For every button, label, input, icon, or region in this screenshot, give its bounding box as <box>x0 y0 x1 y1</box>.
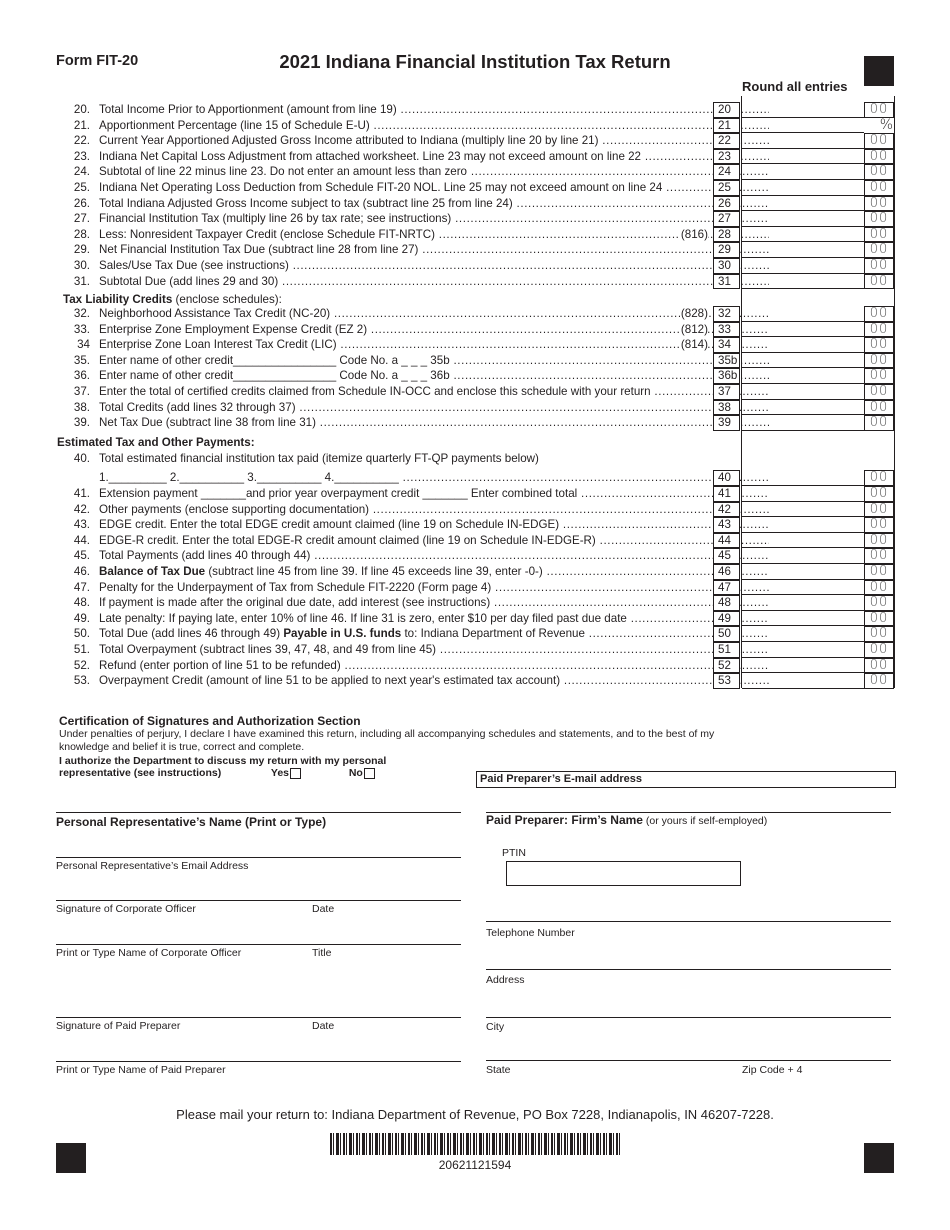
line-description <box>99 306 769 322</box>
line-box-number: 23 <box>713 149 740 165</box>
officer-title-label: Title <box>312 947 332 959</box>
line-box-number: 24 <box>713 164 740 180</box>
authorization-question <box>59 755 386 779</box>
line-description-text: Total Overpayment (subtract lines 39, 47, 48, and 49 from line 45) <box>99 643 437 656</box>
line-number: 50. <box>73 627 90 641</box>
cents-field[interactable]: 00 <box>864 470 894 486</box>
line-box-number: 41 <box>713 486 740 502</box>
rep-email-label: Personal Representative’s Email Address <box>56 860 249 872</box>
line-description <box>99 258 769 274</box>
phone-label: Telephone Number <box>486 927 575 939</box>
line-box-number: 40 <box>713 470 740 486</box>
line-description-text: Other payments (enclose supporting documentation) <box>99 502 370 516</box>
line-box-number: 31 <box>713 274 740 290</box>
officer-signature-label: Signature of Corporate Officer <box>56 903 196 915</box>
line-number: 27. <box>73 212 90 226</box>
amount-input[interactable] <box>742 133 864 149</box>
amount-input[interactable] <box>742 102 864 118</box>
line-description-text: Apportionment Percentage (line 15 of Schedule E-U) <box>99 118 370 132</box>
line-description-text: Extension payment _______and prior year overpayment credit _______ Enter combined total <box>99 487 578 500</box>
line-description <box>99 118 769 134</box>
cents-field[interactable]: 00 <box>864 274 894 290</box>
line-number: 35. <box>73 353 90 367</box>
line-number: 28. <box>73 227 90 241</box>
officer-name-line[interactable] <box>56 944 461 945</box>
amount-input[interactable] <box>742 580 864 596</box>
line-description <box>99 642 769 658</box>
cents-field[interactable]: 00 <box>864 164 894 180</box>
amount-input[interactable] <box>742 486 864 502</box>
city-label: City <box>486 1021 505 1033</box>
line-description-text: Enter the total of certified credits claimed from Schedule IN-OCC and enclose this schedule with your return <box>99 385 651 398</box>
line-description-text: Total Income Prior to Apportionment (amount from line 19) <box>99 103 397 116</box>
amount-input[interactable] <box>742 306 864 322</box>
line-box-number: 33 <box>713 322 740 338</box>
line-description <box>99 548 769 564</box>
line-description <box>99 353 769 369</box>
preparer-email-field[interactable]: Paid Preparer’s E-mail address <box>476 771 896 788</box>
authorization-line-2: representative (see instructions) <box>59 767 222 779</box>
cents-field[interactable]: 00 <box>864 642 894 658</box>
section-rest: (enclose schedules): <box>172 293 282 306</box>
section-bold: Tax Liability Credits <box>63 293 173 306</box>
line-description <box>99 611 769 627</box>
cents-field[interactable]: 00 <box>864 486 894 502</box>
cents-field[interactable]: 00 <box>864 626 894 642</box>
line-description-bold: Balance of Tax Due <box>99 565 206 578</box>
line-number: 38. <box>73 400 90 414</box>
credit-code: (812) <box>680 322 708 336</box>
state-zip-line[interactable] <box>486 1060 891 1061</box>
line-description-text: Indiana Net Capital Loss Adjustment from attached worksheet. Line 23 may not exceed amount on line 22 <box>99 149 642 163</box>
firm-name-label <box>486 813 767 827</box>
amount-input[interactable] <box>742 211 864 227</box>
preparer-name-line[interactable] <box>56 1061 461 1062</box>
amount-input[interactable] <box>742 611 864 627</box>
amount-input[interactable] <box>742 164 864 180</box>
amount-input[interactable] <box>742 337 864 353</box>
address-label: Address <box>486 974 525 986</box>
cents-field[interactable]: 00 <box>864 337 894 353</box>
line-description <box>99 517 769 533</box>
line-box-number: 45 <box>713 548 740 564</box>
barcode-number: 20621121594 <box>438 1158 512 1172</box>
cents-field[interactable]: 00 <box>864 517 894 533</box>
line-description <box>99 149 769 165</box>
line-box-number: 46 <box>713 564 740 580</box>
line-description-text: Net Financial Institution Tax Due (subtract line 28 from line 27) <box>99 243 419 257</box>
amount-input[interactable] <box>742 400 864 416</box>
cents-field[interactable]: 00 <box>864 533 894 549</box>
cents-field[interactable]: 00 <box>864 102 894 118</box>
rep-name-line[interactable] <box>56 812 461 813</box>
line-description-text: Subtotal Due (add lines 29 and 30) <box>99 274 279 288</box>
line-box-number: 26 <box>713 196 740 212</box>
line-number: 51. <box>73 643 90 656</box>
line-number: 23. <box>73 149 90 163</box>
preparer-signature-label: Signature of Paid Preparer <box>56 1020 181 1032</box>
line-description-text: Sales/Use Tax Due (see instructions) <box>99 259 289 272</box>
section-tax-liability-credits <box>63 293 282 306</box>
line-number: 52. <box>73 658 90 672</box>
cents-field[interactable]: 00 <box>864 133 894 149</box>
line-description <box>99 658 769 674</box>
certification-heading: Certification of Signatures and Authorization Section <box>59 714 361 728</box>
line-description-text: Total Due (add lines 46 through 49) <box>99 627 284 641</box>
city-line[interactable] <box>486 1017 891 1018</box>
line-box-number: 37 <box>713 384 740 400</box>
line-description-text: Total estimated financial institution tax paid (itemize quarterly FT-QP payments below) <box>99 452 539 465</box>
line-40-quarters: 1._________ 2.__________ 3.__________ 4.__________ ..... <box>99 470 769 486</box>
line-description-text: Current Year Apportioned Adjusted Gross Income attributed to Indiana (multiply line 20 by line 21) <box>99 134 599 148</box>
line-number: 21. <box>73 118 90 132</box>
amount-input[interactable] <box>742 533 864 549</box>
amount-input[interactable] <box>742 149 864 165</box>
line-description-text: Refund (enter portion of line 51 to be refunded) <box>99 658 341 672</box>
amount-input[interactable] <box>742 242 864 258</box>
cents-field[interactable]: 00 <box>864 196 894 212</box>
line-description <box>99 102 769 118</box>
line-description-text: Enterprise Zone Employment Expense Credit (EZ 2) <box>99 322 368 336</box>
line-number: 49. <box>73 611 90 625</box>
amount-input[interactable] <box>742 227 864 243</box>
yes-label: Yes <box>270 767 289 779</box>
line-number: 47. <box>73 580 90 594</box>
cents-field[interactable]: 00 <box>864 211 894 227</box>
line-number: 29. <box>73 243 90 257</box>
line-description <box>99 626 769 642</box>
line-description-text: Subtotal of line 22 minus line 23. Do not enter an amount less than zero <box>99 165 468 179</box>
line-number: 31. <box>73 274 90 288</box>
yes-checkbox[interactable] <box>290 768 301 779</box>
amount-input[interactable] <box>742 470 864 486</box>
amount-input[interactable] <box>742 258 864 274</box>
firm-name-bold: Paid Preparer: Firm’s Name <box>486 813 643 827</box>
state-label: State <box>486 1064 511 1076</box>
line-description-text: Total Payments (add lines 40 through 44) <box>99 549 311 563</box>
cents-field[interactable]: 00 <box>864 353 894 369</box>
line-number: 32. <box>73 307 90 320</box>
line-description-text: EDGE-R credit. Enter the total EDGE-R credit amount claimed (line 19 on Schedule IN-EDGE-R) <box>99 533 596 547</box>
line-number: 26. <box>73 196 90 210</box>
line-description <box>99 337 769 353</box>
line-description-text: to: Indiana Department of Revenue <box>401 627 585 641</box>
line-description <box>99 368 769 384</box>
firm-name-rest: (or yours if self-employed) <box>642 815 768 827</box>
line-description <box>99 384 769 400</box>
line-description-text: Less: Nonresident Taxpayer Credit (enclose Schedule FIT-NRTC) <box>99 227 435 241</box>
cents-field[interactable]: 00 <box>864 180 894 196</box>
line-number: 39. <box>73 416 90 430</box>
line-number: 20. <box>73 103 90 116</box>
line-description-text: Indiana Net Operating Loss Deduction from Schedule FIT-20 NOL. Line 25 may not exceed amount on line 24 <box>99 181 663 194</box>
line-box-number: 32 <box>713 306 740 322</box>
line-box-number: 52 <box>713 658 740 674</box>
line-description <box>99 133 769 149</box>
line-box-number: 30 <box>713 258 740 274</box>
line-box-number: 25 <box>713 180 740 196</box>
line-description-text: (subtract line 45 from line 39. If line 45 exceeds line 39, enter -0-) <box>205 565 543 578</box>
line-description-text: Total Indiana Adjusted Gross Income subject to tax (subtract line 25 from line 24) <box>99 196 513 210</box>
amount-input[interactable] <box>742 384 864 400</box>
line-description <box>99 502 769 518</box>
amount-input[interactable] <box>742 595 864 611</box>
line-description-text: Financial Institution Tax (multiply line 26 by tax rate; see instructions) <box>99 212 452 226</box>
officer-name-label: Print or Type Name of Corporate Officer <box>56 947 242 959</box>
amount-input[interactable] <box>742 118 864 134</box>
cents-field[interactable]: 00 <box>864 415 894 431</box>
section-estimated-payments: Estimated Tax and Other Payments: <box>57 436 255 449</box>
line-box-number: 29 <box>713 242 740 258</box>
amount-input[interactable] <box>742 196 864 212</box>
amount-input[interactable] <box>742 673 864 689</box>
cents-field[interactable]: 00 <box>864 242 894 258</box>
line-box-number: 43 <box>713 517 740 533</box>
cents-field[interactable]: 00 <box>864 564 894 580</box>
line-box-number: 22 <box>713 133 740 149</box>
line-box-number: 34 <box>713 337 740 353</box>
cents-field[interactable]: 00 <box>864 149 894 165</box>
line-description-text: EDGE credit. Enter the total EDGE credit amount claimed (line 19 on Schedule IN-EDGE) <box>99 518 560 532</box>
line-description <box>99 451 769 467</box>
zip-label: Zip Code + 4 <box>742 1064 803 1076</box>
line-box-number: 27 <box>713 211 740 227</box>
amount-input[interactable] <box>742 180 864 196</box>
amount-input[interactable] <box>742 642 864 658</box>
cents-field[interactable]: 00 <box>864 580 894 596</box>
line-number: 25. <box>73 181 90 194</box>
line-description <box>99 227 769 243</box>
cents-field[interactable]: 00 <box>864 384 894 400</box>
line-box-number: 20 <box>713 102 740 118</box>
line-description <box>99 274 769 290</box>
line-box-number: 50 <box>713 626 740 642</box>
corner-mark-top-right <box>864 56 894 86</box>
line-description <box>99 400 769 416</box>
line-box-number: 42 <box>713 502 740 518</box>
line-number: 41. <box>73 487 90 500</box>
authorization-line-1: I authorize the Department to discuss my return with my personal <box>59 755 387 767</box>
ptin-label: PTIN <box>502 847 526 859</box>
cents-field[interactable]: 00 <box>864 258 894 274</box>
line-description <box>99 673 769 689</box>
cents-field[interactable]: 00 <box>864 611 894 627</box>
preparer-date-label: Date <box>312 1020 335 1032</box>
mailing-address: Please mail your return to: Indiana Department of Revenue, PO Box 7228, Indianapolis, IN 46207-7228. <box>176 1107 774 1122</box>
line-description-text: Enter name of other credit________________ Code No. a _ _ _ 35b <box>99 353 450 367</box>
line-number: 34 <box>77 338 90 352</box>
line-description <box>99 180 769 196</box>
cents-field[interactable]: 00 <box>864 658 894 674</box>
line-number: 42. <box>73 502 90 516</box>
preparer-name-label: Print or Type Name of Paid Preparer <box>56 1064 226 1076</box>
line-number: 36. <box>73 369 90 383</box>
line-description <box>99 211 769 227</box>
rep-email-line[interactable] <box>56 857 461 858</box>
line-description <box>99 322 769 338</box>
line-description <box>99 533 769 549</box>
credit-code: (816) <box>680 227 708 241</box>
line-description-text: Enter name of other credit________________ Code No. a _ _ _ 36b <box>99 369 450 383</box>
cents-field[interactable]: 00 <box>864 306 894 322</box>
cents-field[interactable]: 00 <box>864 673 894 689</box>
page-title: 2021 Indiana Financial Institution Tax Return <box>279 51 671 72</box>
officer-signature-line[interactable] <box>56 900 461 901</box>
line-description-text: Neighborhood Assistance Tax Credit (NC-20) <box>99 307 331 320</box>
line-description <box>99 486 769 502</box>
line-box-number: 39 <box>713 415 740 431</box>
address-line[interactable] <box>486 969 891 970</box>
line-box-number: 48 <box>713 595 740 611</box>
line-description <box>99 196 769 212</box>
line-number: 53. <box>73 674 90 688</box>
cents-field[interactable]: 00 <box>864 502 894 518</box>
line-number: 46. <box>73 565 90 578</box>
line-box-number: 49 <box>713 611 740 627</box>
cents-field[interactable]: % <box>879 116 894 133</box>
line-description <box>99 242 769 258</box>
line-number: 22. <box>73 134 90 148</box>
line-number: 24. <box>73 165 90 179</box>
credit-code: (814) <box>680 338 708 352</box>
cents-field[interactable]: 00 <box>864 322 894 338</box>
credit-code: (828) <box>680 307 708 320</box>
no-label: No <box>348 767 363 779</box>
amount-input[interactable] <box>742 502 864 518</box>
preparer-signature-line[interactable] <box>56 1017 461 1018</box>
line-number: 30. <box>73 259 90 272</box>
line-number: 45. <box>73 549 90 563</box>
line-description-bold: Payable in U.S. funds <box>283 627 402 641</box>
phone-line[interactable] <box>486 921 891 922</box>
rep-name-label: Personal Representative’s Name (Print or Type) <box>56 815 327 829</box>
line-number: 33. <box>73 322 90 336</box>
amount-input[interactable] <box>742 368 864 384</box>
line-description <box>99 415 769 431</box>
amount-input[interactable] <box>742 274 864 290</box>
form-number: Form FIT-20 <box>56 53 139 69</box>
amount-input[interactable] <box>742 564 864 580</box>
line-description-text: Penalty for the Underpayment of Tax from Schedule FIT-2220 (Form page 4) <box>99 580 492 594</box>
ptin-input[interactable] <box>506 861 741 886</box>
barcode <box>330 1133 620 1155</box>
line-box-number: 28 <box>713 227 740 243</box>
line-description-text: Net Tax Due (subtract line 38 from line 31) <box>99 416 316 430</box>
line-description <box>99 580 769 596</box>
amount-input[interactable] <box>742 353 864 369</box>
line-number: 43. <box>73 518 90 532</box>
no-checkbox[interactable] <box>364 768 375 779</box>
cents-field[interactable]: 00 <box>864 400 894 416</box>
line-description-text: If payment is made after the original due date, add interest (see instructions) <box>99 596 491 610</box>
line-box-number: 51 <box>713 642 740 658</box>
line-description-text: Late penalty: If paying late, enter 10% of line 46. If line 31 is zero, enter $10 per day filed past due date <box>99 611 627 625</box>
line-description-text: Total Credits (add lines 32 through 37) <box>99 400 296 414</box>
line-box-number: 21 <box>713 118 740 134</box>
amount-input[interactable] <box>742 517 864 533</box>
line-box-number: 44 <box>713 533 740 549</box>
line-description <box>99 595 769 611</box>
amount-input[interactable] <box>742 322 864 338</box>
line-box-number: 36b <box>713 368 740 384</box>
amount-input[interactable] <box>742 415 864 431</box>
line-description-text: Overpayment Credit (amount of line 51 to be applied to next year's estimated tax account) <box>99 674 561 688</box>
line-box-number: 47 <box>713 580 740 596</box>
officer-date-label: Date <box>312 903 335 915</box>
line-number: 40. <box>73 452 90 465</box>
line-box-number: 35b <box>713 353 740 369</box>
round-note: Round all entries <box>742 79 848 94</box>
tax-line <box>60 451 900 467</box>
line-number: 37. <box>73 385 90 398</box>
line-box-number: 53 <box>713 673 740 689</box>
line-description-text: Enterprise Zone Loan Interest Tax Credit (LIC) <box>99 338 337 352</box>
line-number: 44. <box>73 533 90 547</box>
amount-input[interactable] <box>742 658 864 674</box>
cents-field[interactable]: 00 <box>864 368 894 384</box>
certification-text: Under penalties of perjury, I declare I have examined this return, including all accompanying schedules and statements, and to the best of my knowledge and belief it is true, correct and complete. <box>59 728 715 753</box>
cents-field[interactable]: 00 <box>864 548 894 564</box>
line-description <box>99 164 769 180</box>
amount-input[interactable] <box>742 626 864 642</box>
line-box-number: 38 <box>713 400 740 416</box>
amount-input[interactable] <box>742 548 864 564</box>
line-number: 48. <box>73 596 90 610</box>
line-description <box>99 564 769 580</box>
cents-field[interactable]: 00 <box>864 595 894 611</box>
cents-field[interactable]: 00 <box>864 227 894 243</box>
